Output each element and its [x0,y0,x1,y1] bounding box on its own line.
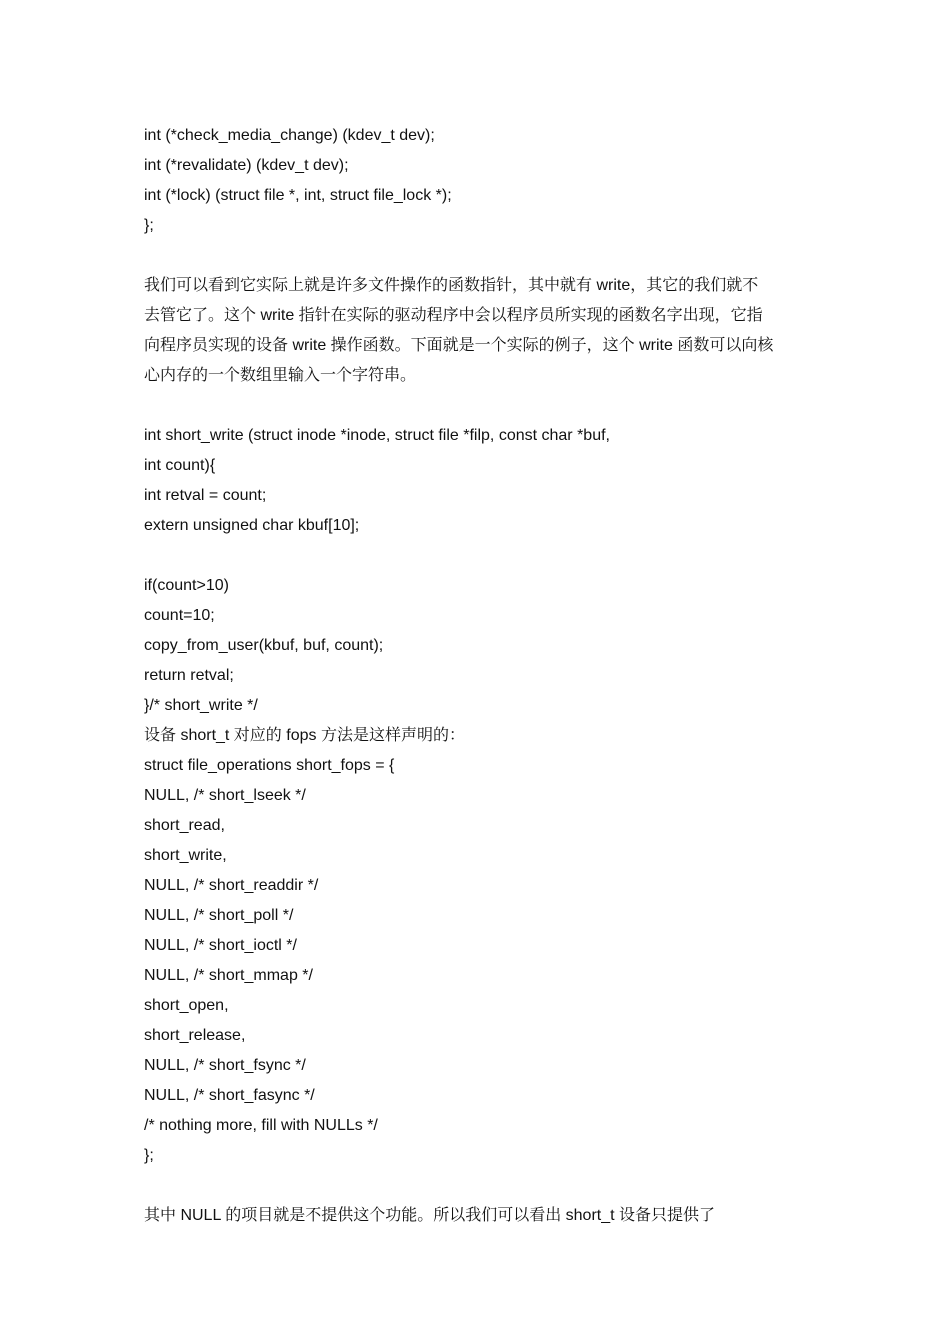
code-line: int (*lock) (struct file *, int, struct file_lock *); [144,187,452,204]
code-line: NULL, /* short_readdir */ [144,877,319,894]
code-line: NULL, /* short_ioctl */ [144,937,297,954]
code-line: if(count>10) [144,577,229,594]
code-line: NULL, /* short_mmap */ [144,967,313,984]
paragraph-line: 设备 short_t 对应的 fops 方法是这样声明的： [144,727,465,744]
code-line: }; [144,217,154,234]
code-line: int count){ [144,457,216,474]
paragraph-line: 其中 NULL 的项目就是不提供这个功能。所以我们可以看出 short_t 设备只提供了 [144,1207,716,1224]
code-line: int retval = count; [144,487,267,504]
blank-line [144,241,814,271]
code-line: NULL, /* short_lseek */ [144,787,306,804]
code-line: short_open, [144,997,229,1014]
blank-line [144,1171,814,1201]
code-line: short_release, [144,1027,246,1044]
paragraph-line: 我们可以看到它实际上就是许多文件操作的函数指针，其中就有 write，其它的我们就不 [144,277,759,294]
document-body [144,121,814,1231]
code-line: extern unsigned char kbuf[10]; [144,517,360,534]
code-line: NULL, /* short_fsync */ [144,1057,306,1074]
code-line: return retval; [144,667,234,684]
code-line: copy_from_user(kbuf, buf, count); [144,637,384,654]
code-line: }/* short_write */ [144,697,258,714]
code-line: struct file_operations short_fops = { [144,757,395,774]
paragraph-line: 心内存的一个数组里输入一个字符串。 [144,367,417,384]
code-line: }; [144,1147,154,1164]
code-line: int short_write (struct inode *inode, struct file *filp, const char *buf, [144,427,610,444]
paragraph-line: 去管它了。这个 write 指针在实际的驱动程序中会以程序员所实现的函数名字出现，它指 [144,307,763,324]
code-line: short_read, [144,817,225,834]
code-line: int (*check_media_change) (kdev_t dev); [144,127,435,144]
code-line: NULL, /* short_poll */ [144,907,294,924]
code-line: short_write, [144,847,227,864]
paragraph-line: 向程序员实现的设备 write 操作函数。下面就是一个实际的例子，这个 write 函数可以向核 [144,337,774,354]
code-line: int (*revalidate) (kdev_t dev); [144,157,349,174]
blank-line [144,541,814,571]
code-line: /* nothing more, fill with NULLs */ [144,1117,378,1134]
blank-line [144,391,814,421]
code-line: NULL, /* short_fasync */ [144,1087,315,1104]
code-line: count=10; [144,607,215,624]
